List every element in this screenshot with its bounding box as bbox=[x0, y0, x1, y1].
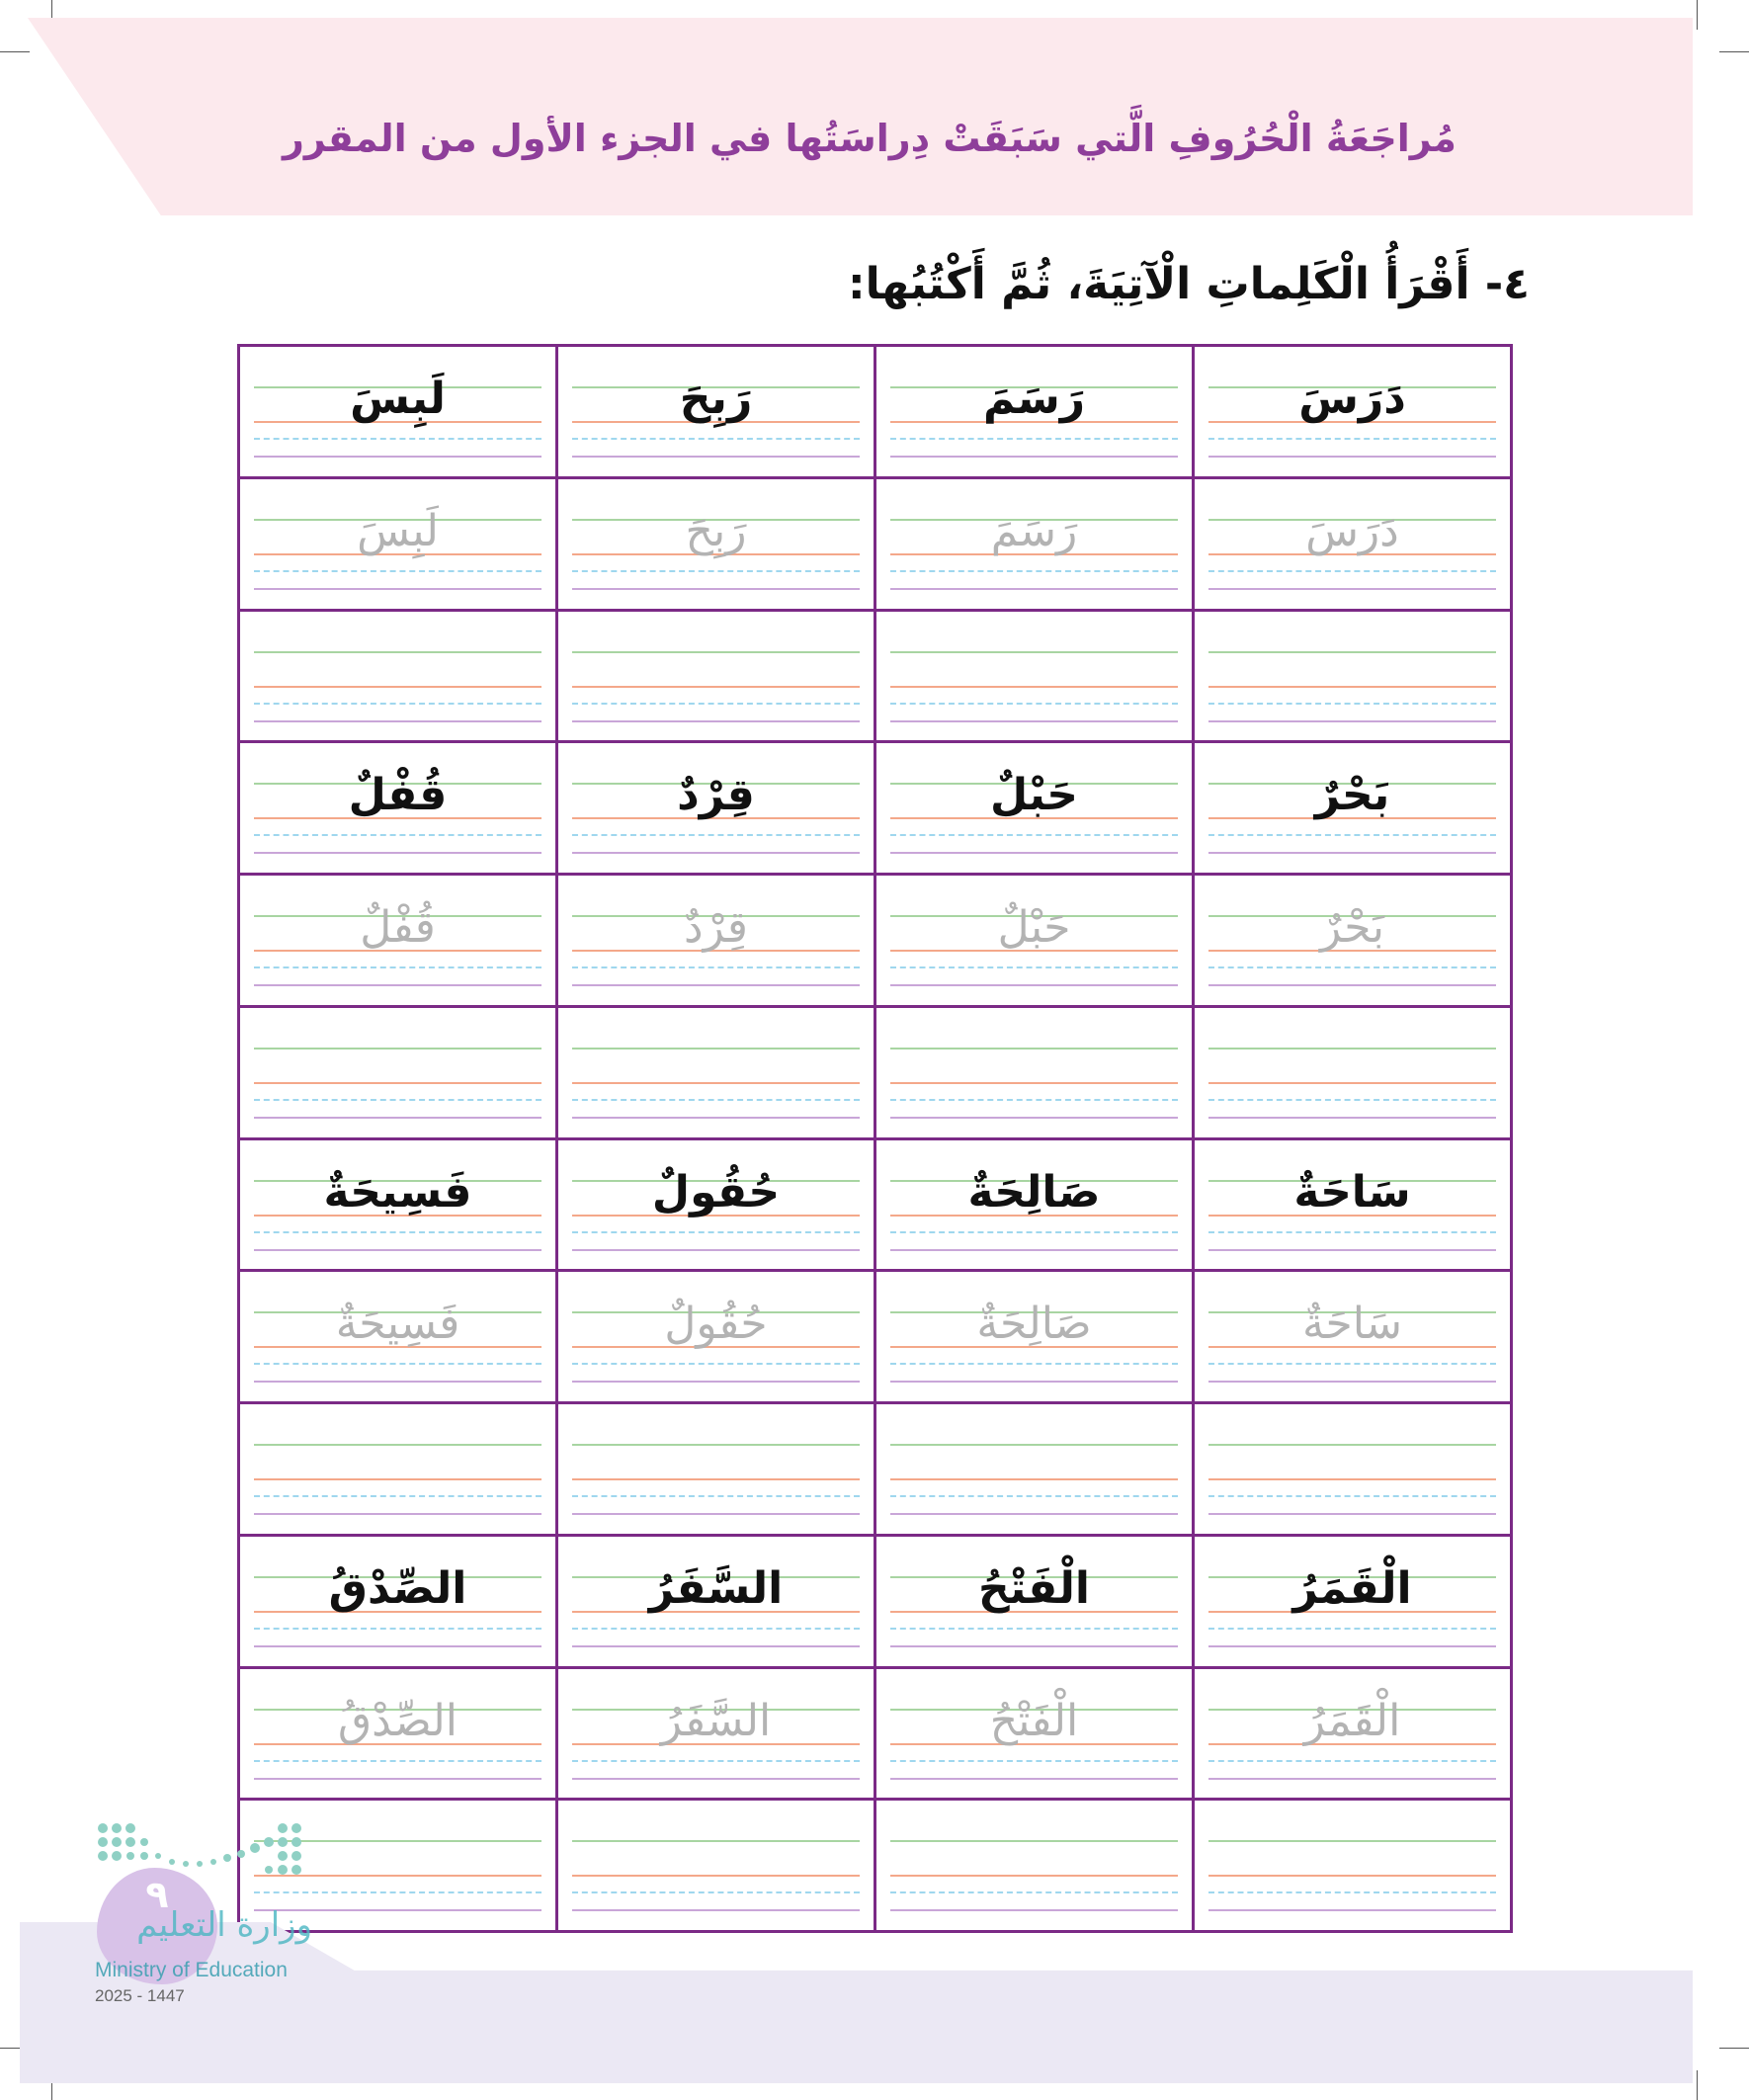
footer-band bbox=[20, 1922, 1693, 2083]
guide-line-green bbox=[890, 1444, 1178, 1446]
model-word: دَرَسَ bbox=[1298, 374, 1406, 424]
guide-line-orange bbox=[1208, 686, 1496, 688]
guide-line-orange bbox=[890, 1082, 1178, 1084]
model-word: لَبِسَ bbox=[350, 374, 446, 424]
guide-line-blue-dashed bbox=[572, 438, 860, 440]
guide-line-green bbox=[890, 651, 1178, 653]
guide-line-purple bbox=[1208, 984, 1496, 986]
trace-word: سَاحَةٌ bbox=[1301, 1299, 1403, 1350]
guide-line-orange bbox=[254, 1082, 541, 1084]
model-word-cell bbox=[1195, 743, 1513, 876]
model-word: قُفْلٌ bbox=[348, 770, 448, 821]
guide-line-green bbox=[572, 1048, 860, 1050]
guide-line-blue-dashed bbox=[1208, 1363, 1496, 1365]
guide-line-orange bbox=[1208, 1875, 1496, 1877]
model-word: رَسَمَ bbox=[982, 374, 1086, 424]
guide-line-purple bbox=[890, 1249, 1178, 1251]
guide-line-green bbox=[890, 1840, 1178, 1842]
guide-line-blue-dashed bbox=[254, 1363, 541, 1365]
guide-line-purple bbox=[1208, 1513, 1496, 1515]
guide-line-blue-dashed bbox=[890, 834, 1178, 836]
guide-line-purple bbox=[254, 1381, 541, 1383]
trace-word: دَرَسَ bbox=[1305, 505, 1399, 556]
guide-line-green bbox=[254, 1444, 541, 1446]
guide-line-purple bbox=[572, 984, 860, 986]
guide-line-blue-dashed bbox=[1208, 1628, 1496, 1630]
trace-word-cell[interactable] bbox=[1195, 876, 1513, 1008]
guide-line-green bbox=[254, 1048, 541, 1050]
guide-line-purple bbox=[890, 588, 1178, 590]
writing-cell[interactable] bbox=[558, 612, 876, 744]
guide-line-purple bbox=[890, 1778, 1178, 1780]
guide-line-blue-dashed bbox=[890, 1363, 1178, 1365]
trace-word-cell[interactable] bbox=[558, 479, 876, 612]
model-word: الْفَتْحُ bbox=[978, 1562, 1090, 1614]
guide-line-green bbox=[572, 1840, 860, 1842]
guide-line-blue-dashed bbox=[572, 570, 860, 572]
guide-line-blue-dashed bbox=[254, 1628, 541, 1630]
writing-cell[interactable] bbox=[558, 1801, 876, 1933]
writing-cell[interactable] bbox=[876, 1008, 1195, 1140]
model-word: قِرْدٌ bbox=[677, 770, 755, 821]
model-word-cell bbox=[1195, 347, 1513, 479]
guide-line-purple bbox=[572, 1909, 860, 1911]
guide-line-purple bbox=[254, 1645, 541, 1647]
guide-line-blue-dashed bbox=[254, 438, 541, 440]
guide-line-blue-dashed bbox=[1208, 703, 1496, 705]
guide-line-blue-dashed bbox=[890, 438, 1178, 440]
guide-line-orange bbox=[572, 1875, 860, 1877]
writing-cell[interactable] bbox=[240, 612, 558, 744]
guide-line-blue-dashed bbox=[1208, 1099, 1496, 1101]
model-word-cell bbox=[876, 347, 1195, 479]
guide-line-purple bbox=[1208, 588, 1496, 590]
guide-line-purple bbox=[572, 1249, 860, 1251]
guide-line-blue-dashed bbox=[1208, 570, 1496, 572]
model-word-cell bbox=[876, 1140, 1195, 1273]
trace-word-cell[interactable] bbox=[1195, 479, 1513, 612]
model-word-cell bbox=[1195, 1140, 1513, 1273]
crop-mark bbox=[1719, 2048, 1749, 2049]
trace-word: الصِّدْقُ bbox=[337, 1695, 458, 1746]
guide-line-green bbox=[572, 651, 860, 653]
writing-cell[interactable] bbox=[558, 1008, 876, 1140]
guide-line-blue-dashed bbox=[254, 834, 541, 836]
writing-cell[interactable] bbox=[1195, 1404, 1513, 1537]
guide-line-green bbox=[1208, 1444, 1496, 1446]
trace-word: صَالِحَةٌ bbox=[976, 1299, 1092, 1350]
guide-line-blue-dashed bbox=[254, 1231, 541, 1233]
guide-line-purple bbox=[1208, 1778, 1496, 1780]
guide-line-purple bbox=[254, 720, 541, 722]
crop-mark bbox=[0, 51, 30, 52]
guide-line-purple bbox=[890, 852, 1178, 854]
model-word-cell bbox=[240, 1537, 558, 1669]
guide-line-purple bbox=[890, 984, 1178, 986]
guide-line-purple bbox=[572, 456, 860, 458]
guide-line-purple bbox=[572, 1513, 860, 1515]
guide-line-purple bbox=[254, 1778, 541, 1780]
model-word-cell bbox=[240, 347, 558, 479]
model-word: الْقَمَرُ bbox=[1292, 1562, 1412, 1614]
guide-line-purple bbox=[254, 852, 541, 854]
crop-mark bbox=[1697, 2070, 1698, 2100]
guide-line-orange bbox=[572, 1478, 860, 1480]
guide-line-blue-dashed bbox=[572, 1628, 860, 1630]
guide-line-green bbox=[1208, 651, 1496, 653]
guide-line-blue-dashed bbox=[890, 1628, 1178, 1630]
trace-word: حَبْلٌ bbox=[997, 902, 1071, 953]
guide-line-blue-dashed bbox=[1208, 1231, 1496, 1233]
model-word: فَسِيحَةٌ bbox=[323, 1166, 472, 1218]
guide-line-purple bbox=[890, 1645, 1178, 1647]
guide-line-purple bbox=[1208, 1117, 1496, 1119]
model-word-cell bbox=[876, 743, 1195, 876]
guide-line-blue-dashed bbox=[1208, 966, 1496, 968]
guide-line-blue-dashed bbox=[572, 1099, 860, 1101]
guide-line-purple bbox=[1208, 852, 1496, 854]
model-word-cell bbox=[240, 1140, 558, 1273]
guide-line-blue-dashed bbox=[572, 703, 860, 705]
guide-line-purple bbox=[254, 1513, 541, 1515]
trace-word-cell[interactable] bbox=[876, 479, 1195, 612]
guide-line-orange bbox=[254, 686, 541, 688]
trace-word-cell[interactable] bbox=[240, 1272, 558, 1404]
guide-line-blue-dashed bbox=[890, 570, 1178, 572]
model-word: السَّفَرُ bbox=[648, 1562, 784, 1614]
guide-line-orange bbox=[1208, 1082, 1496, 1084]
writing-cell[interactable] bbox=[240, 1404, 558, 1537]
guide-line-blue-dashed bbox=[1208, 1760, 1496, 1762]
crop-mark bbox=[1719, 51, 1749, 52]
crop-mark bbox=[1697, 0, 1698, 30]
guide-line-blue-dashed bbox=[1208, 1495, 1496, 1497]
guide-line-purple bbox=[254, 984, 541, 986]
guide-line-green bbox=[254, 651, 541, 653]
guide-line-blue-dashed bbox=[890, 1495, 1178, 1497]
trace-word: حُقُولٌ bbox=[664, 1299, 768, 1350]
trace-word-cell[interactable] bbox=[876, 1272, 1195, 1404]
model-word-cell bbox=[876, 1537, 1195, 1669]
guide-line-blue-dashed bbox=[890, 966, 1178, 968]
guide-line-orange bbox=[890, 686, 1178, 688]
model-word: رَبِحَ bbox=[679, 374, 753, 424]
guide-line-blue-dashed bbox=[254, 570, 541, 572]
guide-line-purple bbox=[572, 1117, 860, 1119]
model-word-cell bbox=[1195, 1537, 1513, 1669]
guide-line-blue-dashed bbox=[1208, 834, 1496, 836]
guide-line-purple bbox=[890, 1513, 1178, 1515]
guide-line-blue-dashed bbox=[572, 1891, 860, 1893]
guide-line-orange bbox=[572, 686, 860, 688]
trace-word-cell[interactable] bbox=[558, 1272, 876, 1404]
edition-year: 2025 - 1447 bbox=[95, 1986, 185, 2005]
trace-word-cell[interactable] bbox=[876, 876, 1195, 1008]
writing-cell[interactable] bbox=[1195, 612, 1513, 744]
exercise-instruction: ٤- أَقْرَأُ الْكَلِماتِ الْآتِيَةَ، ثُمَّ أَكْتُبُها: bbox=[848, 259, 1530, 309]
guide-line-orange bbox=[890, 1875, 1178, 1877]
writing-cell[interactable] bbox=[1195, 1008, 1513, 1140]
ministry-name-english: Ministry of Education bbox=[95, 1959, 288, 1981]
writing-cell[interactable] bbox=[558, 1404, 876, 1537]
writing-cell[interactable] bbox=[876, 612, 1195, 744]
trace-word: الْفَتْحُ bbox=[989, 1695, 1079, 1746]
guide-line-purple bbox=[572, 1778, 860, 1780]
guide-line-purple bbox=[572, 1381, 860, 1383]
guide-line-blue-dashed bbox=[572, 1760, 860, 1762]
guide-line-orange bbox=[1208, 1478, 1496, 1480]
guide-line-purple bbox=[1208, 456, 1496, 458]
guide-line-blue-dashed bbox=[254, 1760, 541, 1762]
page-title: مُراجَعَةُ الْحُرُوفِ الَّتي سَبَقَتْ دِراسَتُها في الجزء الأول من المقرر bbox=[283, 117, 1457, 160]
model-word: سَاحَةٌ bbox=[1293, 1166, 1411, 1218]
guide-line-orange bbox=[572, 1082, 860, 1084]
trace-word: رَبِحَ bbox=[685, 505, 747, 556]
guide-line-purple bbox=[1208, 1381, 1496, 1383]
page-number: ٩ bbox=[145, 1873, 169, 1916]
guide-line-blue-dashed bbox=[572, 1363, 860, 1365]
writing-cell[interactable] bbox=[876, 1404, 1195, 1537]
model-word: الصِّدْقُ bbox=[328, 1562, 467, 1614]
guide-line-purple bbox=[1208, 1909, 1496, 1911]
writing-cell[interactable] bbox=[1195, 1801, 1513, 1933]
guide-line-orange bbox=[254, 1478, 541, 1480]
guide-line-purple bbox=[572, 720, 860, 722]
guide-line-green bbox=[890, 1048, 1178, 1050]
model-word-cell bbox=[558, 347, 876, 479]
guide-line-blue-dashed bbox=[572, 1231, 860, 1233]
trace-word: قُفْلٌ bbox=[360, 902, 436, 953]
guide-line-blue-dashed bbox=[890, 1231, 1178, 1233]
model-word: حَبْلٌ bbox=[990, 770, 1078, 821]
trace-word: لَبِسَ bbox=[357, 505, 439, 556]
guide-line-blue-dashed bbox=[890, 703, 1178, 705]
guide-line-blue-dashed bbox=[1208, 1891, 1496, 1893]
guide-line-blue-dashed bbox=[572, 966, 860, 968]
guide-line-purple bbox=[1208, 720, 1496, 722]
trace-word-cell[interactable] bbox=[1195, 1669, 1513, 1802]
guide-line-purple bbox=[890, 1381, 1178, 1383]
writing-cell[interactable] bbox=[240, 1008, 558, 1140]
trace-word-cell[interactable] bbox=[240, 479, 558, 612]
guide-line-blue-dashed bbox=[254, 1495, 541, 1497]
guide-line-purple bbox=[890, 720, 1178, 722]
ministry-name-arabic: وزارة التعليم bbox=[136, 1905, 312, 1945]
guide-line-purple bbox=[254, 1117, 541, 1119]
guide-line-blue-dashed bbox=[890, 1891, 1178, 1893]
guide-line-green bbox=[1208, 1840, 1496, 1842]
model-word-cell bbox=[558, 1140, 876, 1273]
trace-word: فَسِيحَةٌ bbox=[335, 1299, 460, 1350]
trace-word-cell[interactable] bbox=[240, 1669, 558, 1802]
model-word-cell bbox=[240, 743, 558, 876]
guide-line-blue-dashed bbox=[572, 1495, 860, 1497]
guide-line-purple bbox=[890, 1117, 1178, 1119]
trace-word: السَّفَرُ bbox=[660, 1695, 772, 1746]
guide-line-green bbox=[572, 1444, 860, 1446]
trace-word-cell[interactable] bbox=[558, 1669, 876, 1802]
guide-line-blue-dashed bbox=[890, 1099, 1178, 1101]
guide-line-purple bbox=[572, 588, 860, 590]
trace-word-cell[interactable] bbox=[1195, 1272, 1513, 1404]
trace-word-cell[interactable] bbox=[876, 1669, 1195, 1802]
trace-word: رَسَمَ bbox=[990, 505, 1078, 556]
trace-word-cell[interactable] bbox=[558, 876, 876, 1008]
guide-line-purple bbox=[254, 456, 541, 458]
guide-line-blue-dashed bbox=[1208, 438, 1496, 440]
guide-line-purple bbox=[1208, 1645, 1496, 1647]
guide-line-purple bbox=[254, 588, 541, 590]
guide-line-blue-dashed bbox=[572, 834, 860, 836]
guide-line-blue-dashed bbox=[254, 1099, 541, 1101]
trace-word: بَحْرٌ bbox=[1320, 902, 1384, 953]
model-word: حُقُولٌ bbox=[651, 1166, 781, 1218]
trace-word: الْقَمَرُ bbox=[1303, 1695, 1401, 1746]
guide-line-purple bbox=[890, 1909, 1178, 1911]
model-word: بَحْرٌ bbox=[1314, 770, 1390, 821]
guide-line-purple bbox=[1208, 1249, 1496, 1251]
trace-word-cell[interactable] bbox=[240, 876, 558, 1008]
writing-cell[interactable] bbox=[876, 1801, 1195, 1933]
guide-line-purple bbox=[890, 456, 1178, 458]
model-word: صَالِحَةٌ bbox=[967, 1166, 1101, 1218]
guide-line-purple bbox=[254, 1249, 541, 1251]
guide-line-green bbox=[1208, 1048, 1496, 1050]
guide-line-purple bbox=[572, 852, 860, 854]
writing-grid bbox=[237, 344, 1513, 1933]
guide-line-blue-dashed bbox=[254, 703, 541, 705]
model-word-cell bbox=[558, 743, 876, 876]
guide-line-purple bbox=[572, 1645, 860, 1647]
trace-word: قِرْدٌ bbox=[684, 902, 748, 953]
model-word-cell bbox=[558, 1537, 876, 1669]
guide-line-blue-dashed bbox=[890, 1760, 1178, 1762]
guide-line-orange bbox=[890, 1478, 1178, 1480]
guide-line-blue-dashed bbox=[254, 966, 541, 968]
